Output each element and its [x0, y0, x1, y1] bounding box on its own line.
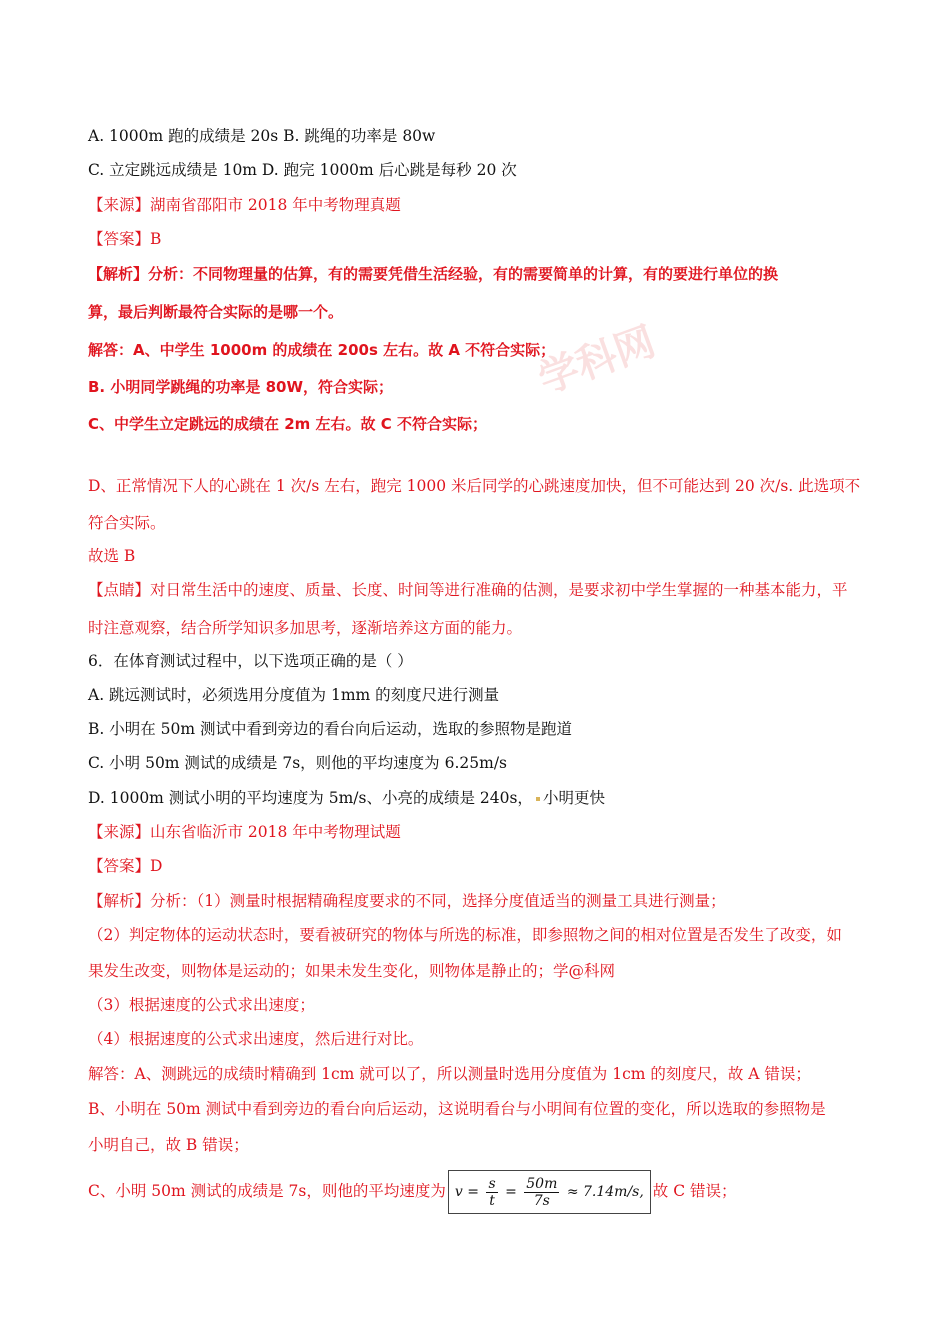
fraction-denominator: t: [489, 1192, 495, 1209]
q6-analysis-2-line1: （2）判定物体的运动状态时，要看被研究的物体与所选的标准，即参照物之间的相对位置是否发生了改变，如: [88, 926, 842, 944]
q6-option-b: B. 小明在 50m 测试中看到旁边的看台向后运动，选取的参照物是跑道: [88, 720, 573, 738]
q6-analysis-1: 【解析】分析：（1）测量时根据精确程度要求的不同，选择分度值适当的测量工具进行测量；: [88, 892, 726, 910]
q6-solve-a: 解答：A、测跳远的成绩时精确到 1cm 就可以了，所以测量时选用分度值为 1cm 的刻度尺，故 A 错误；: [88, 1065, 811, 1083]
fraction-values: [524, 1176, 559, 1209]
q5-source: 【来源】湖南省邵阳市 2018 年中考物理真题: [88, 196, 401, 214]
q5-comment-line1: 【点睛】对日常生活中的速度、质量、长度、时间等进行准确的估测，是要求初中学生掌握的一种基本能力，平: [88, 581, 848, 599]
q5-conclusion: 故选 B: [88, 547, 136, 565]
q5-answer: 【答案】B: [88, 230, 162, 248]
q6-option-d-part2: 小明更快: [542, 789, 605, 807]
q6-option-c: C. 小明 50m 测试的成绩是 7s，则他的平均速度为 6.25m/s: [88, 754, 507, 772]
q5-analysis-line1: 【解析】分析：不同物理量的估算，有的需要凭借生活经验，有的需要简单的计算，有的要进行单位的换: [88, 265, 779, 283]
dot-mark: [536, 797, 540, 801]
q6-option-d: [88, 788, 605, 808]
formula-lhs: v =: [454, 1184, 479, 1200]
q5-options-ab: A. 1000m 跑的成绩是 20s B. 跳绳的功率是 80w: [88, 127, 436, 145]
watermark: 学科网: [532, 318, 662, 403]
fraction-numerator: s: [488, 1175, 496, 1192]
q5-solve-a: 解答：A、中学生 1000m 的成绩在 200s 左右。故 A 不符合实际；: [88, 341, 556, 359]
q6-solve-b-line2: 小明自己，故 B 错误；: [88, 1136, 249, 1154]
fraction-numerator: 50m: [526, 1175, 558, 1192]
velocity-formula: [448, 1170, 651, 1214]
q6-analysis-2-line2: 果发生改变，则物体是运动的；如果未发生变化，则物体是静止的；学@科网: [88, 962, 616, 980]
q6-answer: 【答案】D: [88, 857, 163, 875]
q5-solve-d-line1: D、正常情况下人的心跳在 1 次/s 左右，跑完 1000 米后同学的心跳速度加快，但不可能达到 20 次/s. 此选项不: [88, 477, 861, 495]
q6-solve-b-line1: B、小明在 50m 测试中看到旁边的看台向后运动，这说明看台与小明间有位置的变化，所以选取的参照物是: [88, 1100, 826, 1118]
q6-solve-c-prefix: C、小明 50m 测试的成绩是 7s，则他的平均速度为: [88, 1182, 446, 1200]
q6-analysis-3: （3）根据速度的公式求出速度；: [88, 996, 315, 1014]
q6-source: 【来源】山东省临沂市 2018 年中考物理试题: [88, 823, 401, 841]
q6-option-d-part1: D. 1000m 测试小明的平均速度为 5m/s、小亮的成绩是 240s，: [88, 789, 533, 807]
q6-analysis-4: （4）根据速度的公式求出速度，然后进行对比。: [88, 1030, 424, 1048]
q5-options-cd: C. 立定跳远成绩是 10m D. 跑完 1000m 后心跳是每秒 20 次: [88, 161, 517, 179]
fraction-s-over-t: [486, 1176, 497, 1209]
q5-solve-b: B. 小明同学跳绳的功率是 80W，符合实际；: [88, 378, 393, 396]
formula-equals: =: [505, 1184, 517, 1200]
q6-solve-c: [88, 1170, 737, 1214]
q5-analysis-line2: 算，最后判断最符合实际的是哪一个。: [88, 303, 344, 321]
q5-comment-line2: 时注意观察，结合所学知识多加思考，逐渐培养这方面的能力。: [88, 619, 523, 637]
q5-solve-c: C、中学生立定跳远的成绩在 2m 左右。故 C 不符合实际；: [88, 415, 487, 433]
formula-result: ≈ 7.14m/s,: [566, 1184, 644, 1200]
q6-solve-c-suffix: 故 C 错误；: [652, 1182, 737, 1200]
q5-solve-d-line2: 符合实际。: [88, 514, 166, 532]
q6-option-a: A. 跳远测试时，必须选用分度值为 1mm 的刻度尺进行测量: [88, 686, 500, 704]
q6-stem: 6．在体育测试过程中，以下选项正确的是（ ）: [88, 652, 413, 670]
fraction-denominator: 7s: [533, 1192, 550, 1209]
